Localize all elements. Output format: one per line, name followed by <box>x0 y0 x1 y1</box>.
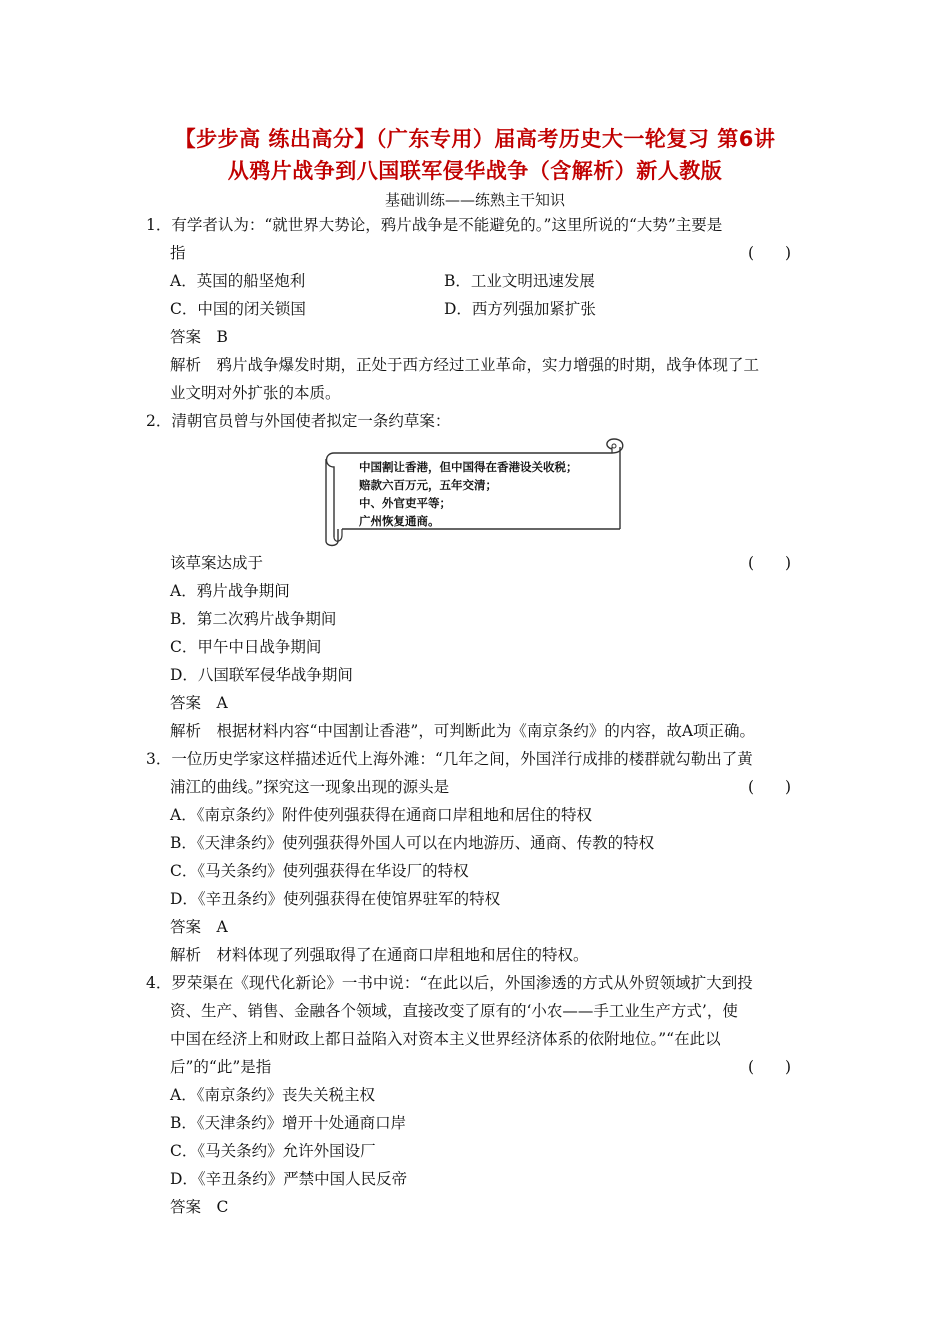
q1-option-d: D．西方列强加紧扩张 <box>444 300 596 318</box>
treaty-draft-scroll <box>322 437 628 547</box>
q4-answer-blank: ( ) <box>748 1058 792 1076</box>
q4-option-b: B．《天津条约》增开十处通商口岸 <box>170 1114 407 1132</box>
q1-stem-line-2: 指 <box>170 244 186 262</box>
q2-option-d: D．八国联军侵华战争期间 <box>170 666 353 684</box>
q3-analysis-line-1: 解析 材料体现了列强取得了在通商口岸租地和居住的特权。 <box>170 946 589 964</box>
q3-stem-line-2: 浦江的曲线。”探究这一现象出现的源头是 <box>170 778 450 796</box>
q2-answer: 答案 A <box>170 694 228 712</box>
q2-option-a: A．鸦片战争期间 <box>170 582 290 600</box>
q2-stem-line-2: 该草案达成于 <box>170 554 264 572</box>
q4-stem-line-4: 后”的“此”是指 <box>170 1058 272 1076</box>
q3-answer-blank: ( ) <box>748 778 792 796</box>
q1-analysis-line-1: 解析 鸦片战争爆发时期，正处于西方经过工业革命，实力增强的时期，战争体现了工 <box>170 356 760 374</box>
q1-option-b: B．工业文明迅速发展 <box>444 272 595 290</box>
scroll-line-3: 中、外官吏平等； <box>359 496 451 510</box>
q2-answer-blank: ( ) <box>748 554 792 572</box>
q4-stem-line-3: 中国在经济上和财政上都日益陷入对资本主义世界经济体系的依附地位。”“在此以 <box>170 1030 721 1048</box>
q4-stem-line-2: 资、生产、销售、金融各个领域，直接改变了原有的‘小农——手工业生产方式’，使 <box>170 1002 738 1020</box>
q3-option-a: A．《南京条约》附件使列强获得在通商口岸租地和居住的特权 <box>170 806 592 824</box>
document-title-line-2: 从鸦片战争到八国联军侵华战争（含解析）新人教版 <box>227 159 723 183</box>
q4-option-a: A．《南京条约》丧失关税主权 <box>170 1086 375 1104</box>
document-title-line-1: 【步步高 练出高分】（广东专用）届高考历史大一轮复习 第6讲 <box>174 127 776 151</box>
scroll-line-4: 广州恢复通商。 <box>359 514 440 528</box>
section-subtitle: 基础训练——练熟主干知识 <box>384 191 565 209</box>
q2-option-b: B．第二次鸦片战争期间 <box>170 610 337 628</box>
q1-stem-line-1: 1．有学者认为：“就世界大势论，鸦片战争是不能避免的。”这里所说的“大势”主要是 <box>146 216 723 234</box>
q3-option-b: B．《天津条约》使列强获得外国人可以在内地游历、通商、传教的特权 <box>170 834 655 852</box>
q1-answer: 答案 B <box>170 328 228 346</box>
q4-option-d: D．《辛丑条约》严禁中国人民反帝 <box>170 1170 408 1188</box>
q3-option-d: D．《辛丑条约》使列强获得在使馆界驻军的特权 <box>170 890 501 908</box>
q1-option-a: A．英国的船坚炮利 <box>170 272 306 290</box>
q1-answer-blank: ( ) <box>748 244 792 262</box>
q2-stem-line-1: 2．清朝官员曾与外国使者拟定一条约草案： <box>146 412 451 430</box>
q3-option-c: C．《马关条约》使列强获得在华设厂的特权 <box>170 862 469 880</box>
q2-analysis-line-1: 解析 根据材料内容“中国割让香港”，可判断此为《南京条约》的内容，故A项正确。 <box>170 722 756 740</box>
q3-stem-line-1: 3．一位历史学家这样描述近代上海外滩：“几年之间，外国洋行成排的楼群就勾勒出了黄 <box>146 750 753 768</box>
q4-option-c: C．《马关条约》允许外国设厂 <box>170 1142 376 1160</box>
scroll-line-1: 中国割让香港，但中国得在香港设关收税； <box>359 460 578 474</box>
q4-answer: 答案 C <box>170 1198 229 1216</box>
q3-answer: 答案 A <box>170 918 228 936</box>
scroll-line-2: 赔款六百万元，五年交清； <box>359 478 497 492</box>
q1-analysis-line-2: 业文明对外扩张的本质。 <box>170 384 341 402</box>
q2-option-c: C．甲午中日战争期间 <box>170 638 322 656</box>
q4-stem-line-1: 4．罗荣渠在《现代化新论》一书中说：“在此以后，外国渗透的方式从外贸领域扩大到投 <box>146 974 753 992</box>
q1-option-c: C．中国的闭关锁国 <box>170 300 306 318</box>
